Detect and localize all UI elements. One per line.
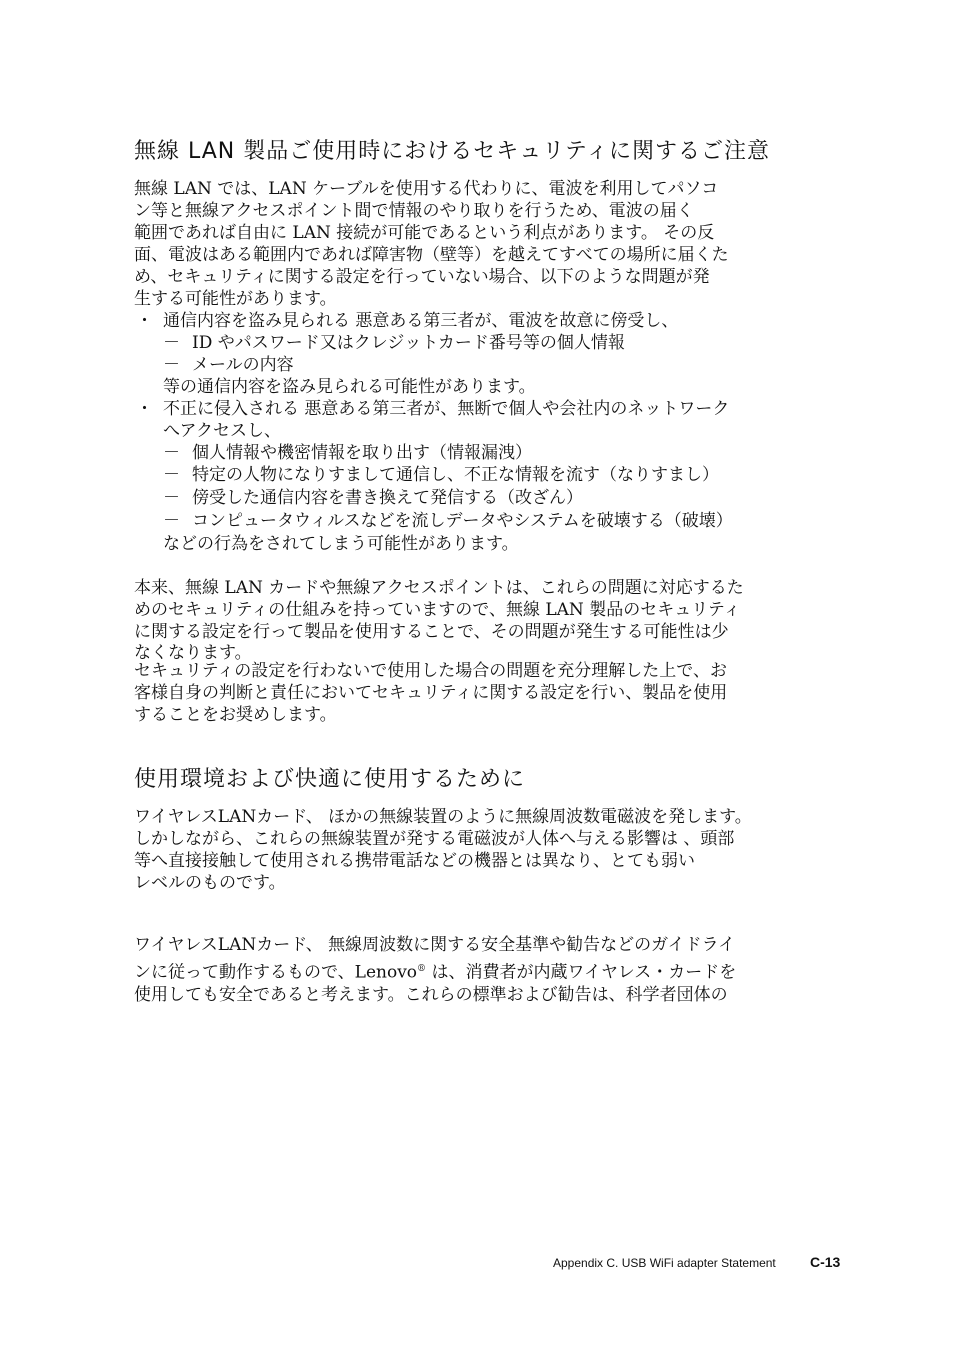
registered-mark: ® — [417, 964, 427, 974]
paragraph-line: 使用しても安全であると考えます。これらの標準および勧告は、科学者団体の — [134, 985, 728, 1005]
footer-text: Appendix C. USB WiFi adapter Statement — [553, 1256, 776, 1270]
dash-marker: － — [163, 333, 180, 353]
list-item: 特定の人物になりすまして通信し、不正な情報を流す（なりすまし） — [192, 465, 719, 485]
paragraph-line: 等へ直接接触して使用される携帯電話などの機器とは異なり、とても弱い — [134, 851, 695, 871]
dash-marker: － — [163, 443, 180, 463]
paragraph-line: ワイヤレスLANカード、 無線周波数に関する安全基準や勧告などのガイドライ — [134, 935, 736, 955]
intro-line: め、セキュリティに関する設定を行っていない場合、以下のような問題が発 — [134, 267, 710, 287]
dash-marker: － — [163, 465, 180, 485]
intro-line: 面、電波はある範囲内であれば障害物（壁等）を越えてすべての場所に届くた — [134, 245, 729, 265]
list-item: 個人情報や機密情報を取り出す（情報漏洩） — [192, 443, 532, 463]
bullet-text: 不正に侵入される 悪意ある第三者が、無断で個人や会社内のネットワーク — [163, 399, 730, 419]
list-item: 傍受した通信内容を書き換えて発信する（改ざん） — [192, 488, 583, 508]
list-item: メールの内容 — [192, 355, 294, 375]
page-number: C-13 — [810, 1254, 841, 1270]
paragraph-line: しかしながら、これらの無線装置が発する電磁波が人体へ与える影響は 、頭部 — [134, 829, 735, 849]
paragraph-line: 本来、無線 LAN カードや無線アクセスポイントは、これらの問題に対応するた — [134, 578, 744, 598]
bullet-marker: ・ — [136, 311, 153, 331]
paragraph-line: に関する設定を行って製品を使用することで、その問題が発生する可能性は少 — [134, 622, 729, 642]
bullet-text: へアクセスし、 — [163, 421, 281, 441]
bullet-marker: ・ — [136, 399, 153, 419]
bullet-text: 通信内容を盗み見られる 悪意ある第三者が、電波を故意に傍受し、 — [163, 311, 679, 331]
paragraph-line: レベルのものです。 — [134, 873, 286, 893]
paragraph-line: 客様自身の判断と責任においてセキュリティに関する設定を行い、製品を使用 — [134, 683, 728, 703]
list-item: コンピュータウィルスなどを流しデータやシステムを破壊する（破壊） — [192, 511, 733, 531]
bullet-tail: 等の通信内容を盗み見られる可能性があります。 — [163, 377, 536, 397]
paragraph-line-lenovo — [134, 958, 736, 984]
paragraph-line: めのセキュリティの仕組みを持っていますので、無線 LAN 製品のセキュリティ — [134, 600, 741, 620]
intro-line: 範囲であれば自由に LAN 接続が可能であるという利点があります。 その反 — [134, 223, 715, 243]
list-item: ID やパスワード又はクレジットカード番号等の個人情報 — [192, 333, 625, 353]
lenovo-post: は、消費者が内蔵ワイヤレス・カードを — [426, 962, 737, 983]
dash-marker: － — [163, 355, 180, 375]
section-title-security: 無線 LAN 製品ご使用時におけるセキュリティに関するご注意 — [134, 139, 771, 164]
bullet-tail: などの行為をされてしまう可能性があります。 — [163, 534, 519, 554]
intro-line: 無線 LAN では、LAN ケーブルを使用する代わりに、電波を利用してパソコ — [134, 179, 719, 199]
intro-line: 生する可能性があります。 — [134, 289, 337, 309]
paragraph-line: セキュリティの設定を行わないで使用した場合の問題を充分理解した上で、お — [134, 661, 727, 681]
paragraph-line: ワイヤレスLANカード、 ほかの無線装置のように無線周波数電磁波を発します。 — [134, 807, 752, 827]
lenovo-pre: ンに従って動作するもので、Lenovo — [134, 962, 418, 983]
dash-marker: － — [163, 511, 180, 531]
paragraph-line: なくなります。 — [134, 643, 252, 663]
intro-line: ン等と無線アクセスポイント間で情報のやり取りを行うため、電波の届く — [134, 201, 694, 221]
paragraph-line: することをお奨めします。 — [134, 705, 337, 725]
dash-marker: － — [163, 488, 180, 508]
section-title-environment: 使用環境および快適に使用するために — [134, 767, 526, 792]
